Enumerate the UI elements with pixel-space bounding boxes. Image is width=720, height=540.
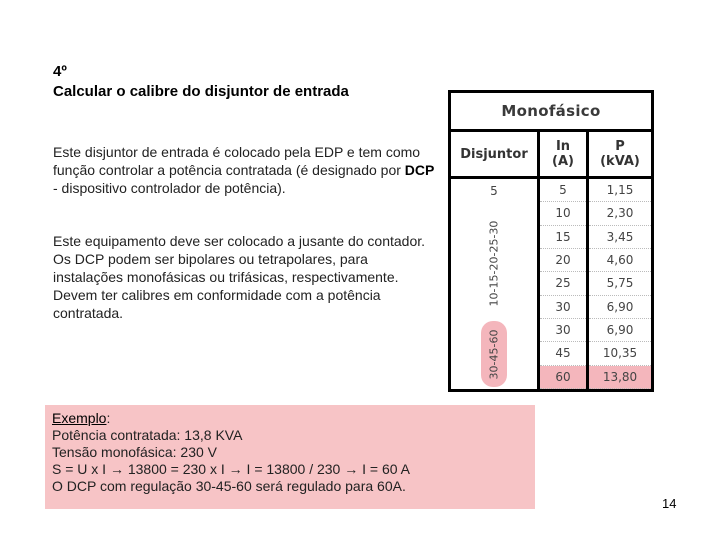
heading-title: Calcular o calibre do disjuntor de entrada	[53, 83, 349, 100]
table-cell-p: 10,35	[589, 342, 651, 365]
table-cell-p: 13,80	[589, 366, 651, 389]
disjuntor-group2-label: 30-45-60	[487, 329, 501, 379]
header-p-label: P	[615, 139, 625, 154]
monofasico-table	[448, 90, 654, 392]
table-cell-in: 20	[540, 249, 586, 272]
example-title-line	[52, 410, 528, 427]
table-cell-in: 60	[540, 366, 586, 389]
example-title: Exemplo	[52, 410, 107, 426]
example-line: O DCP com regulação 30-45-60 será regulado para 60A.	[52, 478, 406, 494]
table-cell-p: 3,45	[589, 226, 651, 249]
table-cell-p: 6,90	[589, 319, 651, 342]
table-cell-p: 1,15	[589, 179, 651, 202]
table-cell-in: 25	[540, 272, 586, 295]
paragraph2-line1: Este equipamento deve ser colocado a jusante do contador.	[53, 233, 426, 249]
heading-number: 4º	[53, 63, 67, 80]
header-in-label: In	[555, 139, 571, 154]
disjuntor-group1-label: 10-15-20-25-30	[487, 220, 501, 306]
table-cell-in: 30	[540, 319, 586, 342]
header-p	[589, 132, 651, 176]
p-column	[589, 179, 651, 389]
example-title-suffix: :	[106, 410, 111, 426]
disjuntor-group-10-30	[481, 209, 507, 317]
table-cell-in: 10	[540, 202, 586, 225]
table-title: Monofásico	[451, 93, 651, 129]
header-p-unit: (kVA)	[600, 154, 640, 169]
paragraph-dcp-description	[53, 143, 438, 197]
paragraph2-line2: Os DCP podem ser bipolares ou tetrapolares, para instalações monofásicas ou trifásicas, respectivamente. Devem ter calibres em conformidade com a potência contratada.	[53, 251, 399, 321]
example-line: Tensão monofásica: 230 V	[52, 444, 217, 460]
page-number: 14	[662, 496, 677, 511]
header-in-unit: (A)	[552, 154, 574, 169]
table-cell-in: 5	[540, 179, 586, 202]
paragraph1-text-after: - dispositivo controlador de potência).	[53, 180, 286, 196]
paragraph-dcp-installation	[53, 232, 438, 322]
table-header-row	[451, 132, 651, 176]
table-cell-in: 30	[540, 296, 586, 319]
table-cell-p: 5,75	[589, 272, 651, 295]
header-disjuntor: Disjuntor	[451, 132, 540, 176]
header-in	[540, 132, 589, 176]
example-line: Potência contratada: 13,8 KVA	[52, 427, 243, 443]
in-column	[540, 179, 589, 389]
table-cell-p: 4,60	[589, 249, 651, 272]
table-cell-in: 45	[540, 342, 586, 365]
paragraph1-text-before: Este disjuntor de entrada é colocado pela EDP e tem como função controlar a potência contratada (é designado por	[53, 144, 421, 178]
disjuntor-column	[451, 179, 540, 389]
table-cell-p: 6,90	[589, 296, 651, 319]
table-cell-in: 15	[540, 226, 586, 249]
table-cell-p: 2,30	[589, 202, 651, 225]
example-box	[45, 405, 535, 509]
disjuntor-group-30-60	[481, 321, 507, 387]
table-body	[451, 179, 651, 389]
disjuntor-first-value: 5	[490, 183, 498, 198]
slide-heading	[53, 62, 433, 102]
example-line: S = U x I → 13800 = 230 x I → I = 13800 / 230 → I = 60 A	[52, 461, 410, 477]
paragraph1-bold-dcp: DCP	[404, 162, 435, 178]
